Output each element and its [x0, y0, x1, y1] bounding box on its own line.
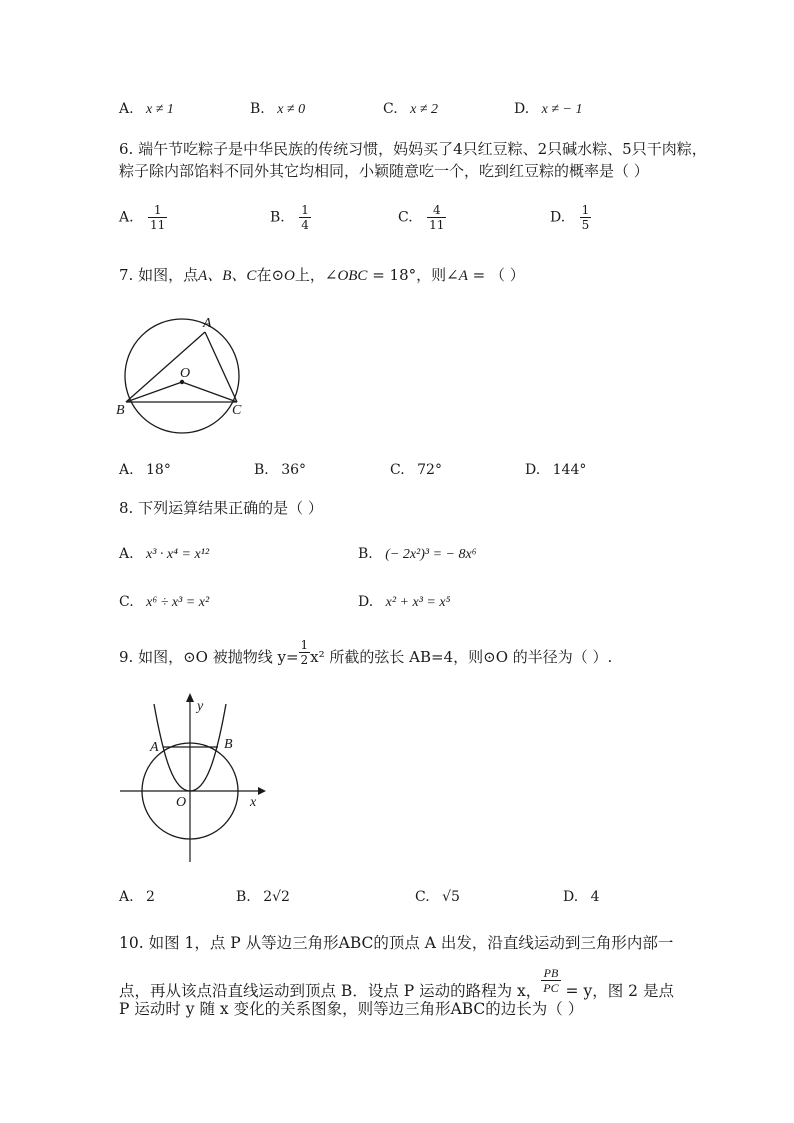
- label-o: O: [180, 366, 191, 381]
- option-label: C.: [119, 594, 134, 610]
- option-value: 4: [590, 889, 600, 905]
- q10-line3: P 运动时 y 随 x 变化的关系图象，则等边三角形ABC的边长为（ ）: [119, 1000, 584, 1018]
- option-value: (− 2x²)³ = − 8x⁶: [385, 547, 477, 562]
- label-b: B: [116, 403, 125, 418]
- label-o: O: [176, 795, 187, 810]
- option-label: B.: [250, 101, 265, 117]
- option-label: D.: [563, 889, 579, 905]
- option-value: 2: [146, 889, 155, 905]
- q9-stem: [119, 638, 612, 668]
- option-value: 2√2: [263, 889, 290, 905]
- option-label: C.: [398, 209, 413, 226]
- fraction: [148, 203, 167, 232]
- q6-option-b: [270, 203, 311, 232]
- stem-text: 上，∠: [294, 266, 338, 284]
- label-a: A: [150, 740, 159, 755]
- q7-option-c: [390, 462, 442, 478]
- stem-text: = 18°，则∠: [367, 266, 459, 284]
- stem-circle-name: O: [284, 268, 295, 284]
- fraction-denominator: 5: [581, 218, 590, 232]
- fraction-denominator: 2: [300, 653, 309, 667]
- label-x: x: [250, 795, 257, 810]
- option-label: B.: [270, 209, 285, 226]
- option-value: x ≠ 0: [277, 102, 306, 117]
- stem-text: 7. 如图，点: [119, 266, 199, 284]
- option-label: B.: [236, 889, 251, 905]
- q8-option-d: [358, 594, 450, 611]
- option-value: x² + x³ = x⁵: [385, 595, 451, 610]
- option-label: A.: [119, 209, 134, 226]
- q6-option-c: [398, 203, 446, 232]
- q9-option-b: [236, 889, 290, 905]
- q5-option-d: [514, 101, 583, 118]
- q7-stem: [119, 264, 525, 287]
- q7-option-b: [254, 462, 306, 478]
- fraction-numerator: PB: [541, 966, 560, 981]
- option-label: C.: [390, 462, 405, 478]
- fraction-denominator: 11: [429, 218, 445, 232]
- option-label: A.: [119, 101, 134, 117]
- q8-stem: 8. 下列运算结果正确的是（ ）: [119, 499, 323, 517]
- option-value: 18°: [146, 462, 171, 478]
- q7-option-d: [525, 462, 586, 478]
- q7-circle-figure: [110, 310, 260, 440]
- fraction: [541, 966, 560, 995]
- q9-parabola-figure: [118, 690, 278, 875]
- q7-option-a: [119, 462, 171, 478]
- q8-option-a: [119, 546, 209, 563]
- q9-option-c: [415, 889, 460, 905]
- option-value: 72°: [417, 462, 442, 478]
- option-label: D.: [525, 462, 541, 478]
- option-value: x ≠ 2: [410, 102, 439, 117]
- stem-text: 9. 如图，⊙O 被抛物线 y=: [119, 648, 299, 666]
- stem-text: x² 所截的弦长 AB=4，则⊙O 的半径为（ ）.: [310, 648, 613, 666]
- option-label: B.: [358, 546, 373, 562]
- fraction-denominator: PC: [543, 981, 559, 995]
- option-value: x⁶ ÷ x³ = x²: [146, 595, 210, 610]
- stem-text: 在⊙: [256, 266, 285, 284]
- fraction-numerator: 1: [148, 203, 167, 218]
- q6-option-d: [550, 203, 591, 232]
- q9-option-d: [563, 889, 600, 905]
- fraction-denominator: 4: [301, 218, 309, 232]
- fraction-denominator: 11: [150, 218, 166, 232]
- label-y: y: [197, 699, 204, 714]
- stem-text: = （ ）: [467, 266, 525, 284]
- q10-line1: 10. 如图 1，点 P 从等边三角形ABC的顶点 A 出发，沿直线运动到三角形内部一: [119, 934, 674, 952]
- option-label: D.: [514, 101, 530, 117]
- q6-stem-line1: 6. 端午节吃粽子是中华民族的传统习惯，妈妈买了4只红豆粽、2只碱水粽、5只干肉粽，: [119, 140, 707, 158]
- option-label: A.: [119, 889, 134, 905]
- stem-angle: OBC: [337, 268, 368, 284]
- option-value: x³ · x⁴ = x¹²: [146, 547, 210, 562]
- option-value: √5: [442, 889, 460, 905]
- option-label: D.: [550, 209, 566, 226]
- x-axis-arrow: [258, 787, 266, 795]
- option-value: 144°: [552, 462, 587, 478]
- q8-option-c: [119, 594, 209, 611]
- fraction-numerator: 1: [300, 638, 309, 652]
- option-label: A.: [119, 462, 134, 478]
- stem-points: A、B、C: [198, 268, 257, 284]
- q5-option-a: [119, 101, 174, 118]
- q8-option-b: [358, 546, 477, 563]
- option-label: A.: [119, 546, 134, 562]
- chord-ab: [126, 332, 205, 402]
- label-a: A: [203, 316, 212, 331]
- option-value: 36°: [281, 462, 307, 478]
- q6-stem-line2: 粽子除内部馅料不同外其它均相同，小颖随意吃一个，吃到红豆粽的概率是（ ）: [119, 162, 649, 180]
- fraction-numerator: 1: [581, 203, 590, 217]
- y-axis-arrow: [186, 693, 194, 702]
- stem-text: 点，再从该点沿直线运动到顶点 B．设点 P 运动的路程为 x，: [119, 982, 542, 1000]
- stem-angle: A: [458, 268, 468, 284]
- q5-option-c: [383, 101, 438, 118]
- option-value: x ≠ 1: [146, 102, 174, 117]
- q10-line2: [119, 966, 674, 1002]
- q6-option-a: [119, 203, 167, 232]
- label-b: B: [224, 737, 233, 752]
- stem-text: = y，图 2 是点: [560, 982, 674, 1000]
- q5-option-b: [250, 101, 305, 118]
- fraction: [299, 638, 311, 667]
- option-label: B.: [254, 462, 269, 478]
- fraction: [580, 203, 592, 232]
- option-label: D.: [358, 594, 374, 610]
- option-label: C.: [383, 101, 398, 117]
- radius-ob: [126, 382, 182, 402]
- fraction-numerator: 4: [427, 203, 446, 218]
- option-value: x ≠ − 1: [541, 102, 583, 117]
- fraction: [427, 203, 446, 232]
- option-label: C.: [415, 889, 430, 905]
- q9-option-a: [119, 889, 155, 905]
- fraction-numerator: 1: [301, 203, 309, 217]
- label-c: C: [232, 403, 242, 418]
- fraction: [299, 203, 311, 232]
